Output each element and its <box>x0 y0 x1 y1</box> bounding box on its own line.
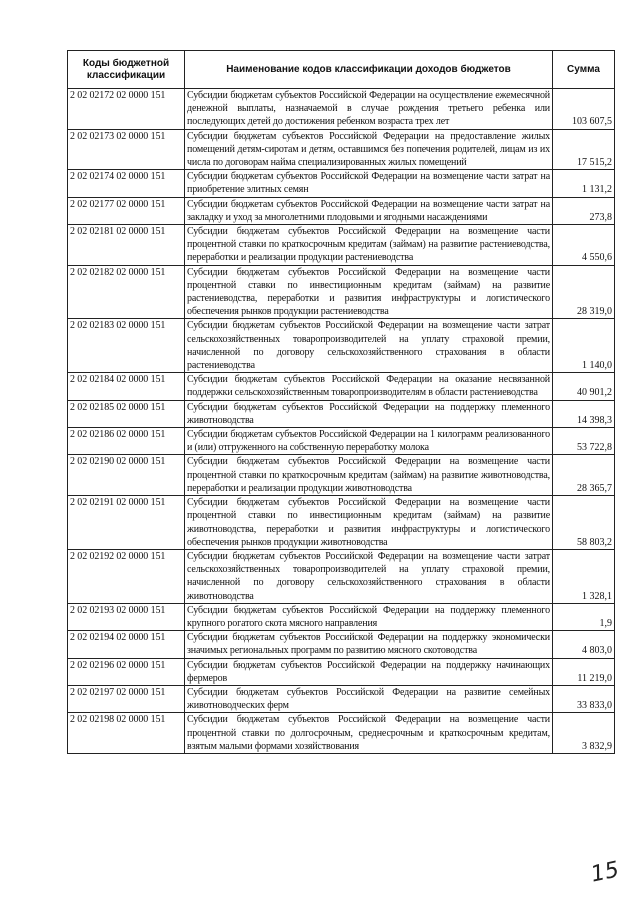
name-cell: Субсидии бюджетам субъектов Российской Федерации на осуществление ежемесячной денежной выплаты, назначаемой в случае рождения третьего ребенка или последующих детей до достижения ребенком возраста трех лет <box>185 89 553 130</box>
budget-classification-table <box>67 50 615 754</box>
code-cell: 2 02 02197 02 0000 151 <box>68 685 185 712</box>
code-cell: 2 02 02174 02 0000 151 <box>68 170 185 197</box>
table-row <box>68 631 615 658</box>
table-row <box>68 265 615 319</box>
table-body <box>68 89 615 754</box>
code-cell: 2 02 02173 02 0000 151 <box>68 129 185 170</box>
name-cell: Субсидии бюджетам субъектов Российской Федерации на развитие семейных животноводческих ферм <box>185 685 553 712</box>
sum-cell: 4 803,0 <box>553 631 615 658</box>
name-cell: Субсидии бюджетам субъектов Российской Федерации на 1 килограмм реализованного и (или) отгруженного на собственную переработку молока <box>185 428 553 455</box>
table-row <box>68 455 615 496</box>
sum-cell: 1 328,1 <box>553 549 615 603</box>
code-cell: 2 02 02184 02 0000 151 <box>68 373 185 400</box>
name-cell: Субсидии бюджетам субъектов Российской Федерации на поддержку племенного животноводства <box>185 400 553 427</box>
code-cell: 2 02 02190 02 0000 151 <box>68 455 185 496</box>
name-cell: Субсидии бюджетам субъектов Российской Федерации на поддержку племенного крупного рогатого скота мясного направления <box>185 603 553 630</box>
code-cell: 2 02 02172 02 0000 151 <box>68 89 185 130</box>
table-row <box>68 603 615 630</box>
handwritten-page-number: 15 <box>588 857 622 888</box>
code-cell: 2 02 02193 02 0000 151 <box>68 603 185 630</box>
sum-cell: 1 140,0 <box>553 319 615 373</box>
name-cell: Субсидии бюджетам субъектов Российской Федерации на возмещение части затрат на приобретение элитных семян <box>185 170 553 197</box>
name-cell: Субсидии бюджетам субъектов Российской Федерации на поддержку экономически значимых региональных программ по развитию мясного скотоводства <box>185 631 553 658</box>
table-row <box>68 373 615 400</box>
header-name: Наименование кодов классификации доходов бюджетов <box>185 51 553 89</box>
table-row <box>68 658 615 685</box>
sum-cell: 40 901,2 <box>553 373 615 400</box>
sum-cell: 3 832,9 <box>553 713 615 754</box>
name-cell: Субсидии бюджетам субъектов Российской Федерации на возмещение части затрат на закладку и уход за многолетними плодовыми и ягодными насаждениями <box>185 197 553 224</box>
name-cell: Субсидии бюджетам субъектов Российской Федерации на предоставление жилых помещений детям-сиротам и детям, оставшимся без попечения родителей, лицам из их числа по договорам найма специализированных жилых помещений <box>185 129 553 170</box>
table-row <box>68 713 615 754</box>
name-cell: Субсидии бюджетам субъектов Российской Федерации на возмещение части процентной ставки по краткосрочным кредитам (займам) на развитие животноводства, переработки и реализации продукции животноводства <box>185 455 553 496</box>
header-sum: Сумма <box>553 51 615 89</box>
name-cell: Субсидии бюджетам субъектов Российской Федерации на возмещение части процентной ставки по инвестиционным кредитам (займам) на развитие животноводства, переработки и развития инфраструктуры и логистического обеспечения рынков продукции животноводства <box>185 496 553 550</box>
header-code: Коды бюджетной классификации <box>68 51 185 89</box>
sum-cell: 14 398,3 <box>553 400 615 427</box>
code-cell: 2 02 02183 02 0000 151 <box>68 319 185 373</box>
code-cell: 2 02 02186 02 0000 151 <box>68 428 185 455</box>
table-row <box>68 225 615 266</box>
sum-cell: 1 131,2 <box>553 170 615 197</box>
name-cell: Субсидии бюджетам субъектов Российской Федерации на возмещение части процентной ставки по инвестиционным кредитам (займам) на развитие растениеводства, переработки и развития инфраструктуры и логистического обеспечения рынков продукции растениеводства <box>185 265 553 319</box>
sum-cell: 1,9 <box>553 603 615 630</box>
table-row <box>68 319 615 373</box>
code-cell: 2 02 02182 02 0000 151 <box>68 265 185 319</box>
sum-cell: 28 319,0 <box>553 265 615 319</box>
table-row <box>68 89 615 130</box>
table-row <box>68 549 615 603</box>
sum-cell: 28 365,7 <box>553 455 615 496</box>
sum-cell: 58 803,2 <box>553 496 615 550</box>
code-cell: 2 02 02177 02 0000 151 <box>68 197 185 224</box>
table-row <box>68 400 615 427</box>
code-cell: 2 02 02196 02 0000 151 <box>68 658 185 685</box>
table-header-row <box>68 51 615 89</box>
sum-cell: 33 833,0 <box>553 685 615 712</box>
code-cell: 2 02 02181 02 0000 151 <box>68 225 185 266</box>
table-row <box>68 197 615 224</box>
sum-cell: 11 219,0 <box>553 658 615 685</box>
name-cell: Субсидии бюджетам субъектов Российской Федерации на оказание несвязанной поддержки сельскохозяйственным товаропроизводителям в области растениеводства <box>185 373 553 400</box>
table-row <box>68 129 615 170</box>
code-cell: 2 02 02194 02 0000 151 <box>68 631 185 658</box>
sum-cell: 103 607,5 <box>553 89 615 130</box>
code-cell: 2 02 02192 02 0000 151 <box>68 549 185 603</box>
table-row <box>68 428 615 455</box>
name-cell: Субсидии бюджетам субъектов Российской Федерации на поддержку начинающих фермеров <box>185 658 553 685</box>
name-cell: Субсидии бюджетам субъектов Российской Федерации на возмещение части процентной ставки по долгосрочным, среднесрочным и краткосрочным кредитам, взятым малыми формами хозяйствования <box>185 713 553 754</box>
name-cell: Субсидии бюджетам субъектов Российской Федерации на возмещение части процентной ставки по краткосрочным кредитам (займам) на развитие растениеводства, переработки и реализации продукции растениеводства <box>185 225 553 266</box>
sum-cell: 17 515,2 <box>553 129 615 170</box>
table-row <box>68 496 615 550</box>
sum-cell: 273,8 <box>553 197 615 224</box>
name-cell: Субсидии бюджетам субъектов Российской Федерации на возмещение части затрат сельскохозяйственных товаропроизводителей на уплату страховой премии, начисленной по договору сельскохозяйственного страхования в области животноводства <box>185 549 553 603</box>
code-cell: 2 02 02185 02 0000 151 <box>68 400 185 427</box>
table-row <box>68 170 615 197</box>
sum-cell: 53 722,8 <box>553 428 615 455</box>
sum-cell: 4 550,6 <box>553 225 615 266</box>
code-cell: 2 02 02198 02 0000 151 <box>68 713 185 754</box>
name-cell: Субсидии бюджетам субъектов Российской Федерации на возмещение части затрат сельскохозяйственных товаропроизводителей на уплату страховой премии, начисленной по договору сельскохозяйственного страхования в области растениеводства <box>185 319 553 373</box>
code-cell: 2 02 02191 02 0000 151 <box>68 496 185 550</box>
table-row <box>68 685 615 712</box>
